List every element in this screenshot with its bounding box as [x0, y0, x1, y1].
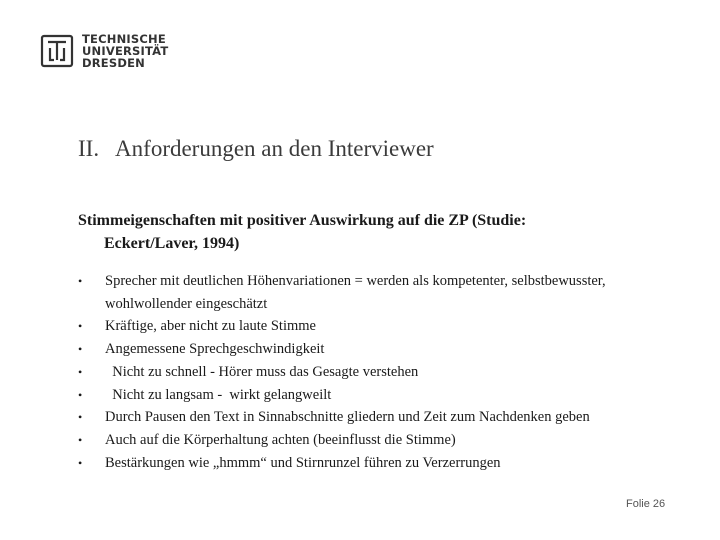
- university-name: [82, 33, 168, 69]
- bullet-icon: •: [78, 364, 83, 379]
- bullet-icon: •: [78, 432, 83, 447]
- logo-line-3: DRESDEN: [82, 56, 145, 70]
- logo-line-2: UNIVERSITÄT: [82, 44, 169, 58]
- slide-number: Folie 26: [626, 498, 666, 510]
- list-item-text: Nicht zu langsam - wirkt gelangweilt: [105, 386, 332, 403]
- bullet-icon: •: [78, 387, 83, 402]
- slide-subtitle: [78, 209, 638, 255]
- list-item: [78, 384, 678, 407]
- list-item: [78, 429, 678, 452]
- list-item: [78, 270, 678, 315]
- bullet-list: [78, 270, 678, 474]
- list-item-text: Nicht zu schnell - Hörer muss das Gesagte verstehen: [105, 363, 419, 380]
- bullet-icon: •: [78, 455, 83, 470]
- slide-title: II. Anforderungen an den Interviewer: [78, 136, 434, 161]
- logo-line-1: TECHNISCHE: [82, 32, 166, 46]
- list-item-text: Auch auf die Körperhaltung achten (beeinflusst die Stimme): [105, 431, 456, 448]
- list-item-text: Durch Pausen den Text in Sinnabschnitte gliedern und Zeit zum Nachdenken geben: [105, 409, 590, 426]
- bullet-icon: •: [78, 274, 83, 288]
- list-item: [78, 338, 678, 361]
- bullet-icon: •: [78, 342, 83, 357]
- list-item-text: Bestärkungen wie „hmmm“ und Stirnrunzel führen zu Verzerrungen: [105, 454, 501, 471]
- bullet-icon: •: [78, 319, 83, 334]
- subtitle-line-2: Eckert/Laver, 1994): [104, 235, 240, 252]
- list-item: [78, 315, 678, 338]
- tu-dresden-emblem-icon: [40, 34, 74, 68]
- list-item-text: Angemessene Sprechgeschwindigkeit: [105, 341, 325, 358]
- university-logo: [40, 30, 180, 72]
- list-item: [78, 452, 678, 475]
- list-item: [78, 406, 678, 429]
- subtitle-line-1: Stimmeigenschaften mit positiver Auswirkung auf die ZP (Studie:: [78, 212, 527, 229]
- list-item-text: Kräftige, aber nicht zu laute Stimme: [105, 318, 316, 335]
- list-item-text: Sprecher mit deutlichen Höhenvariationen = werden als kompetenter, selbstbewusster, wohlwollender eingeschätzt: [105, 273, 606, 312]
- bullet-icon: •: [78, 410, 83, 425]
- list-item: [78, 361, 678, 384]
